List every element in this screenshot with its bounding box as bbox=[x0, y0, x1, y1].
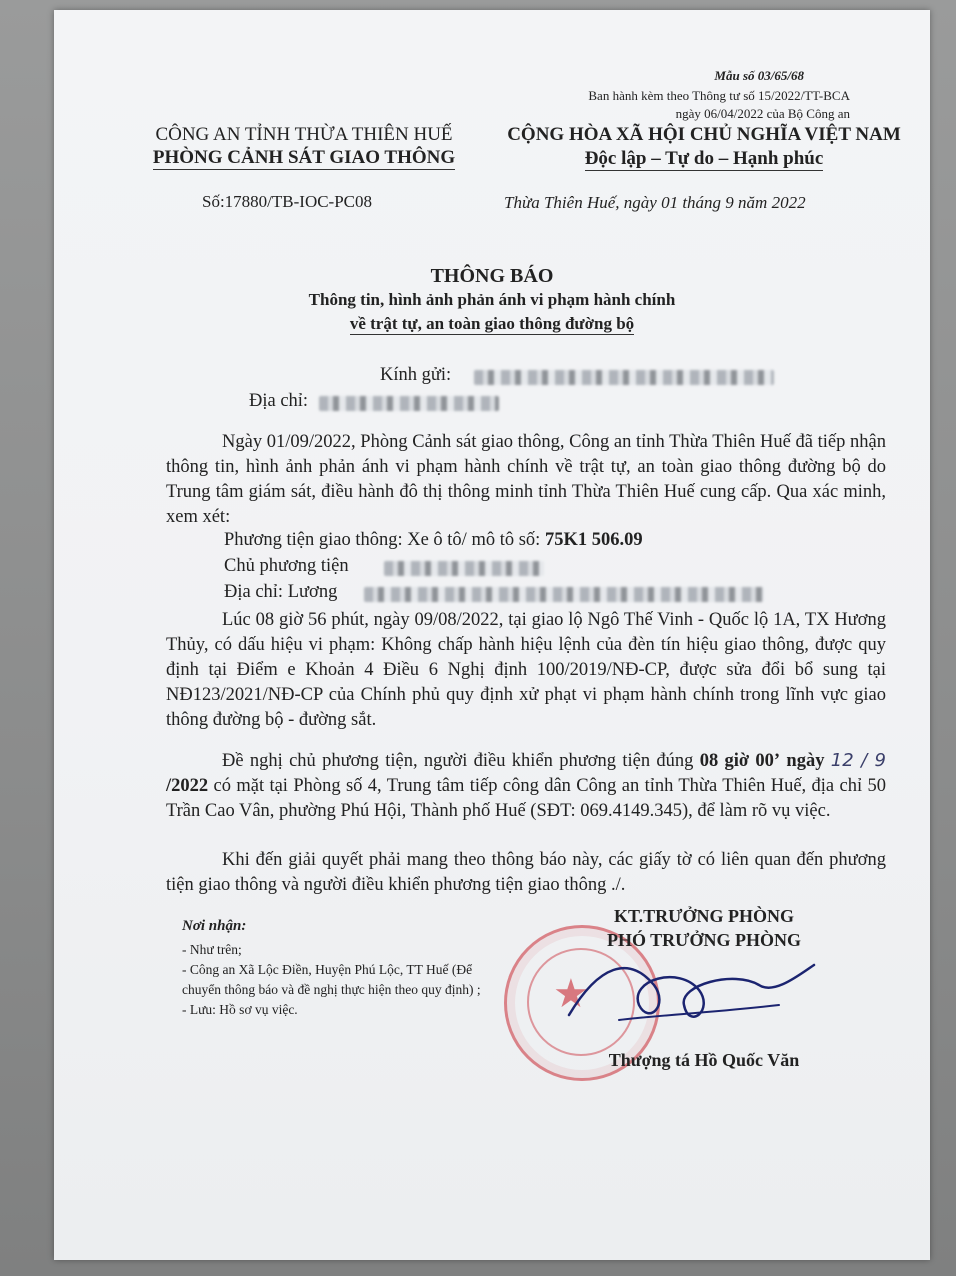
owner-address-label: Địa chỉ: Lương bbox=[224, 582, 338, 602]
owner-label: Chủ phương tiện bbox=[224, 556, 349, 576]
official-seal: ★ bbox=[504, 925, 660, 1081]
document-page bbox=[54, 10, 930, 1260]
issuer-department: PHÒNG CẢNH SÁT GIAO THÔNG bbox=[152, 147, 456, 168]
paragraph-reception: Ngày 01/09/2022, Phòng Cảnh sát giao thông, Công an tỉnh Thừa Thiên Huế đã tiếp nhận thông tin, hình ảnh phản ánh vi phạm hành chính về trật tự, an toàn giao thông đường bộ do Trung tâm giám sát, điều hành đô thị thông minh tỉnh Thừa Thiên Huế cung cấp. Qua xác minh, xem xét: bbox=[166, 432, 886, 527]
appointment-year: /2022 bbox=[166, 776, 209, 796]
appointment-day-label: ngày bbox=[786, 751, 825, 771]
redacted-owner-address bbox=[364, 587, 764, 602]
document-subtitle-2: về trật tự, an toàn giao thông đường bộ bbox=[349, 314, 635, 333]
appointment-time: 08 giờ 00’ bbox=[699, 751, 781, 771]
handwritten-signature bbox=[559, 945, 819, 1045]
signer-role-1: KT.TRƯỞNG PHÒNG bbox=[614, 906, 794, 926]
recipient-label: Kính gửi: bbox=[380, 365, 452, 385]
document-subtitle-1: Thông tin, hình ảnh phản ánh vi phạm hành chính bbox=[308, 290, 676, 309]
document-title: THÔNG BÁO bbox=[430, 265, 554, 287]
plate-number: 75K1 506.09 bbox=[544, 530, 643, 550]
recipient-address-label: Địa chỉ: bbox=[249, 391, 309, 411]
vehicle-label: Phương tiện giao thông: Xe ô tô/ mô tô số: bbox=[224, 530, 541, 550]
recipient-item: - Như trên; bbox=[182, 942, 242, 957]
recipients-list bbox=[182, 940, 502, 1020]
paragraph-request: Đề nghị chủ phương tiện, người điều khiển phương tiện đúng 08 giờ 00’ ngày 12 / 9 /2022 có mặt tại Phòng số 4, Trung tâm tiếp công dân Công an tỉnh Thừa Thiên Huế, địa chỉ 50 Trần Cao Vân, phường Phú Hội, Thành phố Huế (SĐT: 069.4149.345), để làm rõ vụ việc. bbox=[166, 750, 887, 821]
form-regulation: Ban hành kèm theo Thông tư số 15/2022/TT-BCA bbox=[588, 88, 850, 103]
redacted-recipient-address bbox=[319, 396, 499, 411]
issuer-agency: CÔNG AN TỈNH THỪA THIÊN HUẾ bbox=[155, 124, 453, 145]
paragraph-instructions: Khi đến giải quyết phải mang theo thông báo này, các giấy tờ có liên quan đến phương tiện giao thông và người điều khiển phương tiện giao thông ./. bbox=[166, 850, 886, 895]
recipient-item: - Công an Xã Lộc Điền, Huyện Phú Lộc, TT Huế (Để chuyển thông báo và đề nghị thực hiện theo quy định) ; bbox=[182, 962, 481, 997]
form-number: Mẫu số 03/65/68 bbox=[714, 68, 804, 83]
document-number: Số:17880/TB-IOC-PC08 bbox=[202, 192, 373, 211]
vehicle-line bbox=[224, 530, 643, 551]
signer-role-2: PHÓ TRƯỞNG PHÒNG bbox=[606, 930, 801, 950]
redacted-owner-name bbox=[384, 561, 544, 576]
national-motto: Độc lập – Tự do – Hạnh phúc bbox=[584, 148, 824, 169]
form-date: ngày 06/04/2022 của Bộ Công an bbox=[675, 106, 850, 121]
national-name: CỘNG HÒA XÃ HỘI CHỦ NGHĨA VIỆT NAM bbox=[507, 124, 901, 145]
paragraph-violation: Lúc 08 giờ 56 phút, ngày 09/08/2022, tại giao lộ Ngô Thế Vinh - Quốc lộ 1A, TX Hương Thủy, có dấu hiệu vi phạm: Không chấp hành hiệu lệnh của đèn tín hiệu giao thông, được quy định tại Điểm e Khoản 4 Điều 6 Nghị định 100/2019/NĐ-CP, được sửa đổi bổ sung tại NĐ123/2021/NĐ-CP của Chính phủ quy định xử phạt vi phạm hành chính trong lĩnh vực giao thông đường bộ - đường sắt. bbox=[166, 610, 886, 730]
handwritten-date: 12 / 9 bbox=[830, 750, 887, 771]
place-date: Thừa Thiên Huế, ngày 01 tháng 9 năm 2022 bbox=[504, 193, 806, 212]
signer-name: Thượng tá Hồ Quốc Văn bbox=[608, 1050, 800, 1070]
recipient-item: - Lưu: Hồ sơ vụ việc. bbox=[182, 1002, 298, 1017]
redacted-recipient-name bbox=[474, 370, 774, 385]
recipients-heading: Nơi nhận: bbox=[182, 918, 247, 934]
